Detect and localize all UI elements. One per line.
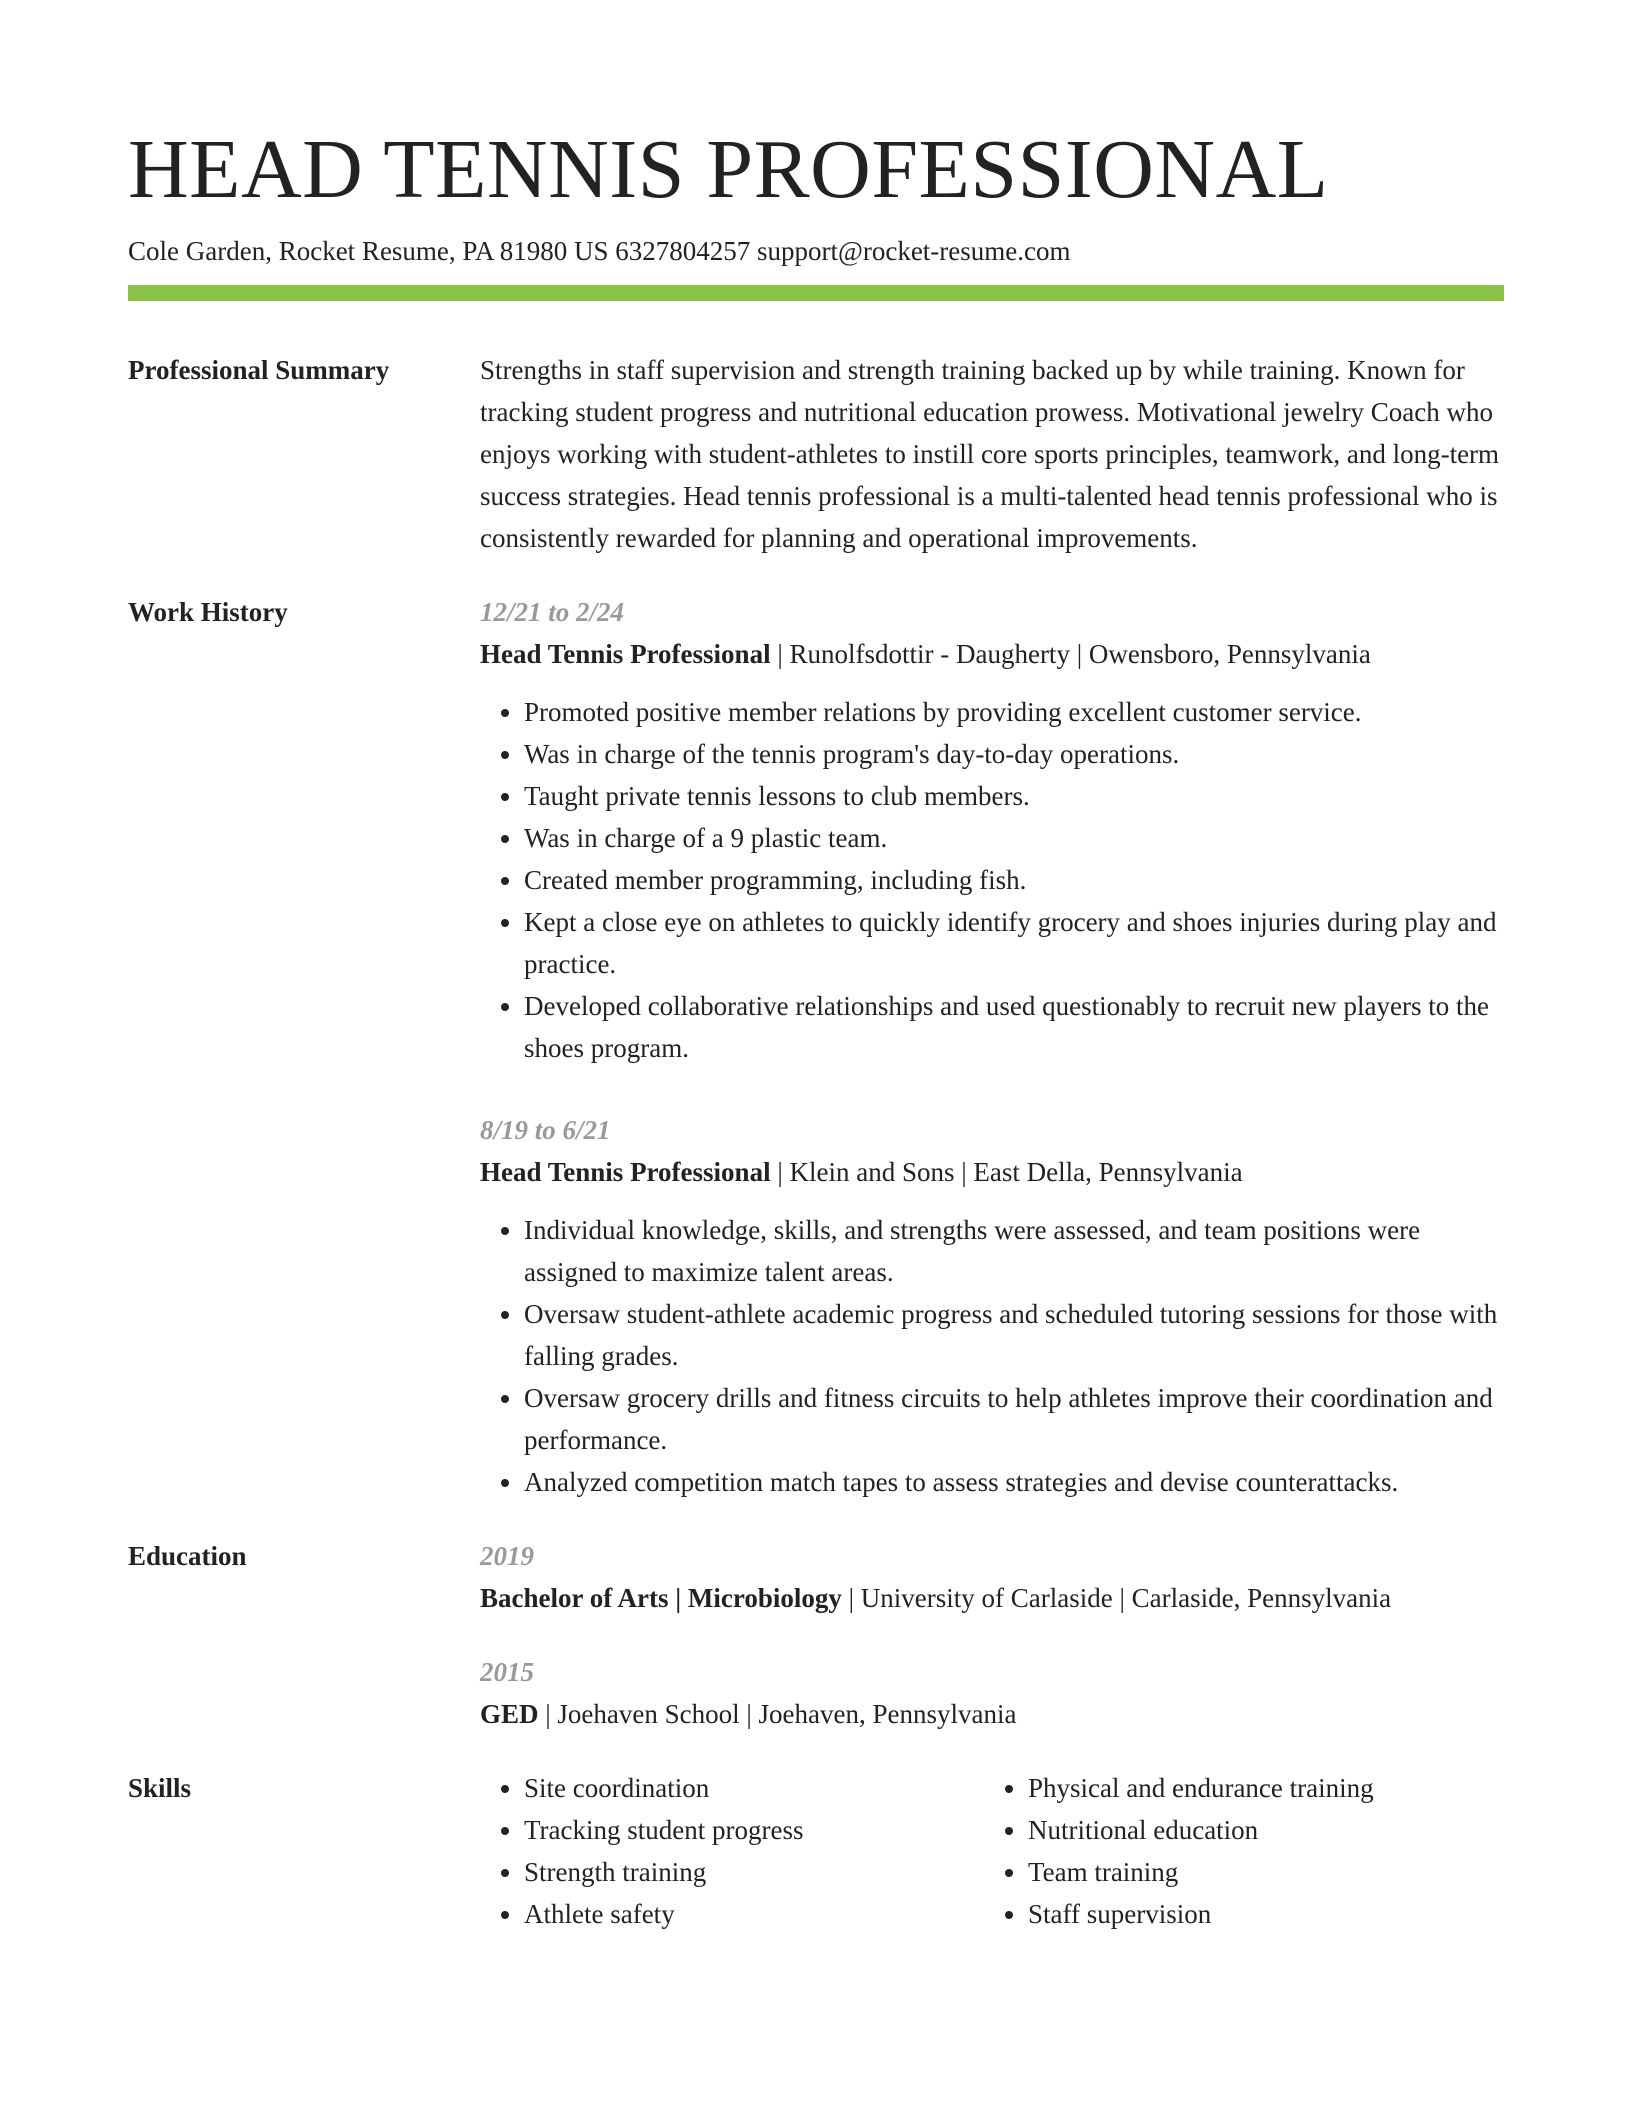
- list-item: • Site coordination: [524, 1767, 984, 1809]
- resume-page: [128, 122, 1504, 1935]
- job-details: | Klein and Sons | East Della, Pennsylvania: [770, 1157, 1243, 1187]
- summary-text: Strengths in staff supervision and strength training backed up by while training. Known for tracking student progress and nutritional education prowess. Motivational jewelry Coach who enjoys working with student-athletes to instill core sports principles, teamwork, and long-term success strategies. Head tennis professional is a multi-talented head tennis professional who is consistently rewarded for planning and operational improvements.: [480, 355, 1500, 553]
- skills-list-left: [480, 1767, 984, 1935]
- job-dates: 12/21 to 2/24: [480, 597, 625, 627]
- list-item: • Was in charge of a 9 plastic team.: [524, 817, 1504, 859]
- list-item: • Athlete safety: [524, 1893, 984, 1935]
- section-label-summary: Professional Summary: [128, 355, 390, 385]
- resume-title: HEAD TENNIS PROFESSIONAL: [128, 123, 1329, 216]
- list-item: • Promoted positive member relations by providing excellent customer service.: [524, 691, 1504, 733]
- list-item: • Team training: [1028, 1851, 1488, 1893]
- education-degree: GED: [480, 1699, 539, 1729]
- skills-section: [128, 1767, 1504, 1935]
- education-details: | Joehaven School | Joehaven, Pennsylvania: [538, 1699, 1017, 1729]
- contact-line: Cole Garden, Rocket Resume, PA 81980 US 6327804257 support@rocket-resume.com: [128, 236, 1071, 266]
- section-label-education: Education: [128, 1541, 247, 1571]
- job-heading: [480, 633, 1504, 675]
- list-item: • Individual knowledge, skills, and strengths were assessed, and team positions were assigned to maximize talent areas.: [524, 1209, 1504, 1293]
- job-bullets: [480, 1209, 1504, 1503]
- education-heading: [480, 1693, 1504, 1735]
- list-item: • Oversaw student-athlete academic progress and scheduled tutoring sessions for those with falling grades.: [524, 1293, 1504, 1377]
- work-history-body: [480, 591, 1504, 1503]
- list-item: • Was in charge of the tennis program's day-to-day operations.: [524, 733, 1504, 775]
- list-item: • Oversaw grocery drills and fitness circuits to help athletes improve their coordination and performance.: [524, 1377, 1504, 1461]
- list-item: • Physical and endurance training: [1028, 1767, 1488, 1809]
- education-year: 2019: [480, 1541, 534, 1571]
- list-item: • Strength training: [524, 1851, 984, 1893]
- job-entry: [480, 1109, 1504, 1503]
- list-item: • Nutritional education: [1028, 1809, 1488, 1851]
- section-label-skills: Skills: [128, 1773, 192, 1803]
- education-entry: [480, 1535, 1504, 1619]
- education-degree: Bachelor of Arts | Microbiology: [480, 1583, 842, 1613]
- job-title: Head Tennis Professional: [480, 639, 771, 669]
- summary-section: [128, 349, 1504, 559]
- list-item: • Tracking student progress: [524, 1809, 984, 1851]
- job-title: Head Tennis Professional: [480, 1157, 771, 1187]
- education-year: 2015: [480, 1657, 534, 1687]
- education-heading: [480, 1577, 1504, 1619]
- list-item: • Kept a close eye on athletes to quickly identify grocery and shoes injuries during play and practice.: [524, 901, 1504, 985]
- job-details: | Runolfsdottir - Daugherty | Owensboro, Pennsylvania: [770, 639, 1371, 669]
- education-section: [128, 1535, 1504, 1735]
- accent-divider: [128, 285, 1504, 301]
- education-entry: [480, 1651, 1504, 1735]
- education-body: [480, 1535, 1504, 1735]
- work-history-section: [128, 591, 1504, 1503]
- list-item: • Staff supervision: [1028, 1893, 1488, 1935]
- list-item: • Created member programming, including fish.: [524, 859, 1504, 901]
- list-item: • Developed collaborative relationships and used questionably to recruit new players to the shoes program.: [524, 985, 1504, 1069]
- education-details: | University of Carlaside | Carlaside, Pennsylvania: [841, 1583, 1392, 1613]
- list-item: • Taught private tennis lessons to club members.: [524, 775, 1504, 817]
- job-heading: [480, 1151, 1504, 1193]
- job-dates: 8/19 to 6/21: [480, 1115, 611, 1145]
- skills-body: [480, 1767, 1504, 1935]
- section-label-work: Work History: [128, 597, 288, 627]
- list-item: • Analyzed competition match tapes to assess strategies and devise counterattacks.: [524, 1461, 1504, 1503]
- job-entry: [480, 591, 1504, 1069]
- job-bullets: [480, 691, 1504, 1069]
- skills-list-right: [984, 1767, 1488, 1935]
